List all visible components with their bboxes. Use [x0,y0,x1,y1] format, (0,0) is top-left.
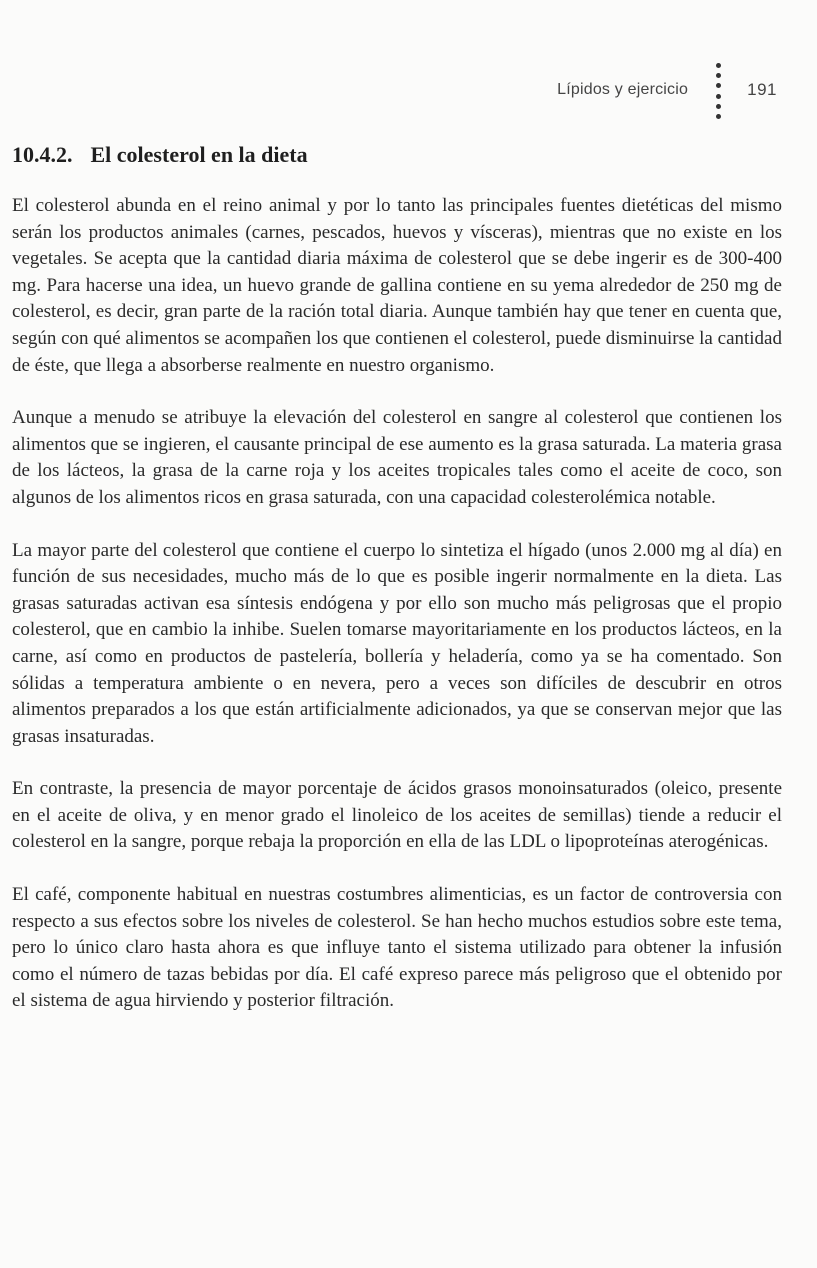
paragraph: En contraste, la presencia de mayor porcentaje de ácidos grasos monoinsaturados (oleico, presente en el aceite de oliva, y en menor grado el linoleico de los aceites de semillas) tiende a reducir el colesterol en la sangre, porque rebaja la proporción en ella de las LDL o lipoproteínas aterogénicas. [12,778,782,853]
paragraph: El café, componente habitual en nuestras costumbres alimenticias, es un factor de controversia con respecto a sus efectos sobre los niveles de colesterol. Se han hecho muchos estudios sobre este tema, pero lo único claro hasta ahora es que influye tanto el sistema utilizado para obtener la infusión como el número de tazas bebidas por día. El café expreso parece más peligroso que el obtenido por el sistema de agua hirviendo y posterior filtración. [12,884,782,1012]
body-text [12,193,782,1041]
section-number: 10.4.2. [12,142,73,167]
section-heading [12,142,308,168]
section-title: El colesterol en la dieta [90,142,308,167]
paragraph: El colesterol abunda en el reino animal y por lo tanto las principales fuentes dietéticas del mismo serán los productos animales (carnes, pescados, huevos y vísceras), mientras que no existe en los vegetales. Se acepta que la cantidad diaria máxima de colesterol que se debe ingerir es de 300-400 mg. Para hacerse una idea, un huevo grande de gallina contiene en su yema alrededor de 250 mg de colesterol, es decir, gran parte de la ración total diaria. Aunque también hay que tener en cuenta que, según con qué alimentos se acompañen los que contienen el colesterol, puede disminuirse la cantidad de éste, que llega a absorberse realmente en nuestro organismo. [12,195,782,376]
dot-divider-icon [716,63,721,119]
paragraph: Aunque a menudo se atribuye la elevación del colesterol en sangre al colesterol que contienen los alimentos que se ingieren, el causante principal de ese aumento es la grasa saturada. La materia grasa de los lácteos, la grasa de la carne roja y los aceites tropicales tales como el aceite de coco, son algunos de los alimentos ricos en grasa saturada, con una capacidad colesterolémica notable. [12,407,782,508]
running-header [557,62,777,118]
page-number: 191 [747,80,777,99]
paragraph: La mayor parte del colesterol que contiene el cuerpo lo sintetiza el hígado (unos 2.000 mg al día) en función de sus necesidades, mucho más de lo que es posible ingerir normalmente en la dieta. Las grasas saturadas activan esa síntesis endógena y por ello son mucho más peligrosas que el propio colesterol, que en cambio la inhibe. Suelen tomarse mayoritariamente en los productos lácteos, en la carne, así como en productos de pastelería, bollería y heladería, como ya se ha comentado. Son sólidas a temperatura ambiente o en nevera, pero a veces son difíciles de descubrir en otros alimentos preparados a los que están artificialmente adicionados, ya que se conservan mejor que las grasas insaturadas. [12,539,782,747]
header-title: Lípidos y ejercicio [557,81,689,98]
